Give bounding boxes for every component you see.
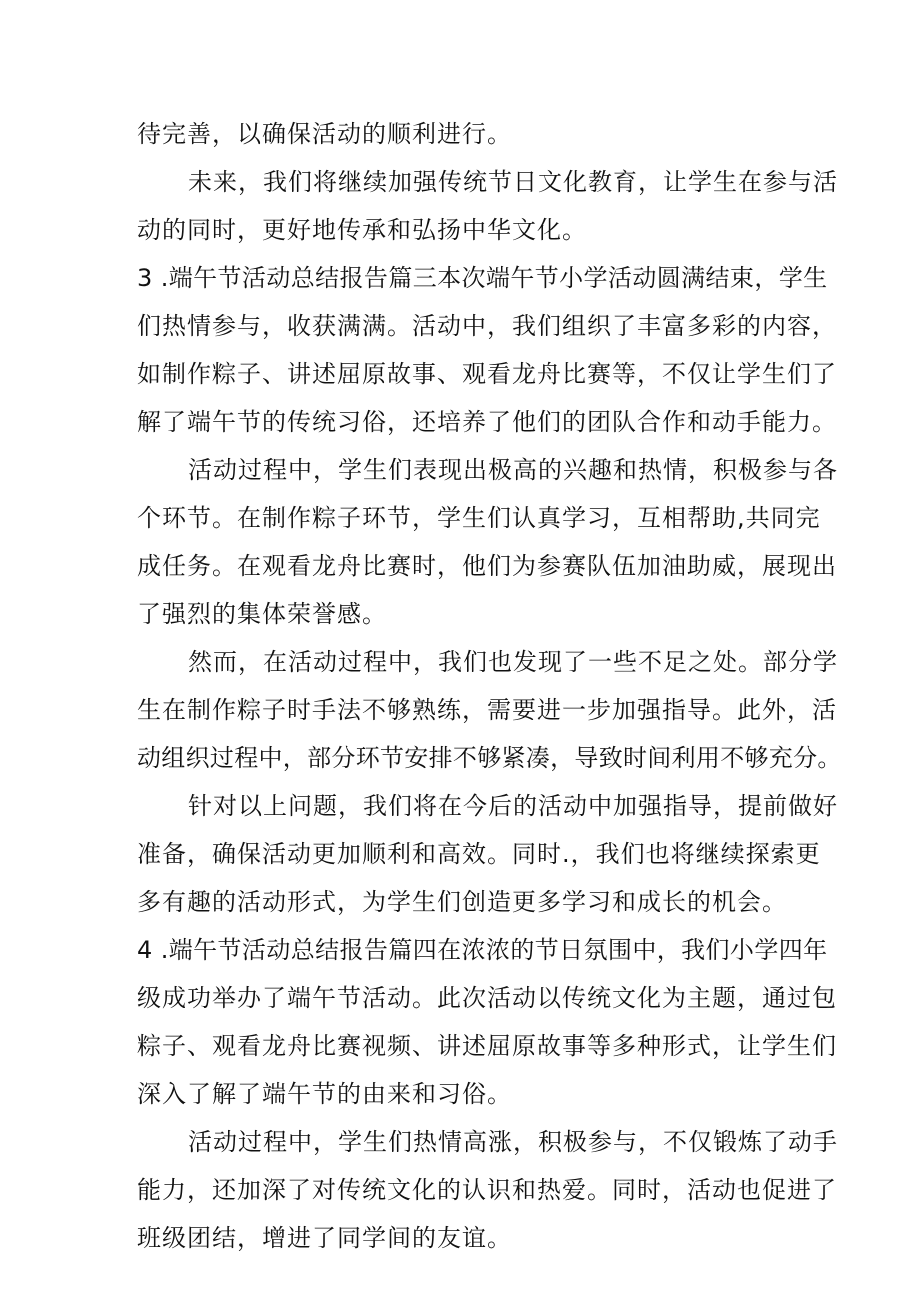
text-line: 动组织过程中，部分环节安排不够紧凑，导致时间利用不够充分。 (137, 744, 842, 772)
text-line: 班级团结，增进了同学间的友谊。 (137, 1224, 512, 1252)
text-line: 活动过程中，学生们表现出极高的兴趣和热情，积极参与各 (188, 456, 838, 484)
document-body (137, 110, 842, 1262)
text-line: 级成功举办了端午节活动。此次活动以传统文化为主题，通过包 (137, 984, 837, 1012)
text-line: 粽子、观看龙舟比赛视频、讲述屈原故事等多种形式，让学生们 (137, 1032, 837, 1060)
text-line: 待完善，以确保活动的顺利进行。 (137, 120, 512, 148)
text-line: 活动过程中，学生们热情高涨，积极参与，不仅锻炼了动手 (188, 1128, 838, 1156)
section-heading-line: 4 .端午节活动总结报告篇四在浓浓的节日氛围中，我们小学四年 (137, 936, 828, 964)
text-line: 准备，确保活动更加顺利和高效。同时.，我们也将继续探索更 (137, 840, 821, 868)
text-line: 如制作粽子、讲述屈原故事、观看龙舟比赛等，不仅让学生们了 (137, 360, 837, 388)
text-line: 成任务。在观看龙舟比赛时，他们为参赛队伍加油助威，展现出 (137, 552, 837, 580)
text-line: 个环节。在制作粽子环节，学生们认真学习，互相帮助,共同完 (137, 504, 821, 532)
text-line: 们热情参与，收获满满。活动中，我们组织了丰富多彩的内容， (137, 312, 837, 340)
text-line: 未来，我们将继续加强传统节日文化教育，让学生在参与活 (188, 168, 838, 196)
text-line: 能力，还加深了对传统文化的认识和热爱。同时，活动也促进了 (137, 1176, 837, 1204)
text-line: 然而，在活动过程中，我们也发现了一些不足之处。部分学 (188, 648, 838, 676)
section-heading-line: 3 .端午节活动总结报告篇三本次端午节小学活动圆满结束，学生 (137, 264, 828, 292)
text-line: 动的同时，更好地传承和弘扬中华文化。 (137, 216, 587, 244)
text-line: 针对以上问题，我们将在今后的活动中加强指导，提前做好 (188, 792, 838, 820)
text-line: 解了端午节的传统习俗，还培养了他们的团队合作和动手能力。 (137, 408, 837, 436)
text-line: 深入了解了端午节的由来和习俗。 (137, 1080, 512, 1108)
text-line: 多有趣的活动形式，为学生们创造更多学习和成长的机会。 (137, 888, 787, 916)
text-line: 了强烈的集体荣誉感。 (137, 600, 387, 628)
text-line: 生在制作粽子时手法不够熟练，需要进一步加强指导。此外，活 (137, 696, 837, 724)
